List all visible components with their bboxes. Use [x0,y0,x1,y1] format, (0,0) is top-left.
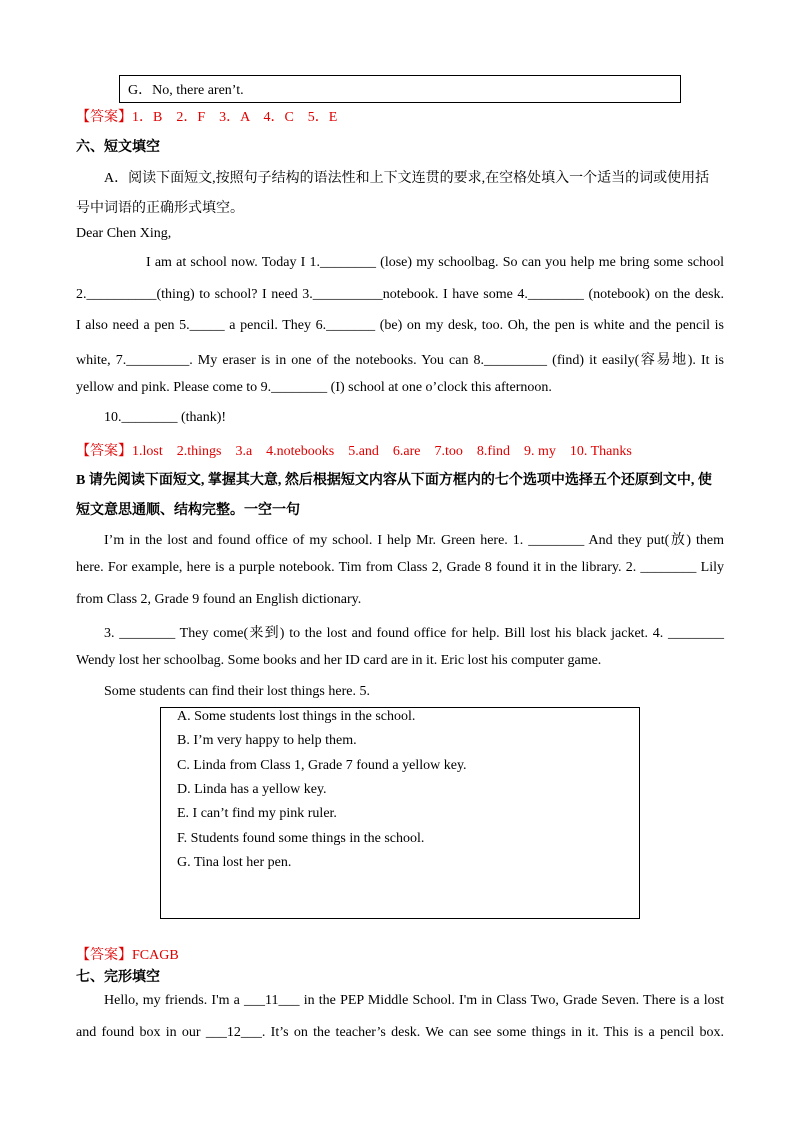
answer-line-1: 【答案】1．B 2．F 3．A 4．C 5．E [76,110,338,125]
option-b: B. I’m very happy to help them. [177,733,357,748]
section-6-heading: 六、短文填空 [76,140,160,155]
cloze-line-1: Hello, my friends. I'm a ___11___ in the PEP Middle School. I'm in Class Two, Grade Seven. There is a lost [104,993,724,1008]
passage-a-line-5: yellow and pink. Please come to 9.________ (I) school at one o’clock this afternoon. [76,380,552,395]
instruction-a-line-1: A．阅读下面短文,按照句子结构的语法性和上下文连贯的要求,在空格处填入一个适当的词或使用括 [104,171,710,186]
instruction-b-line-2: 短文意思通顺、结构完整。一空一句 [76,503,300,518]
passage-b-line-6: Some students can find their lost things here. 5. [104,684,370,699]
letter-greeting: Dear Chen Xing, [76,226,172,241]
instruction-b-line-1: B 请先阅读下面短文, 掌握其大意, 然后根据短文内容从下面方框内的七个选项中选择五个还原到文中, 使 [76,473,712,488]
cloze-line-2: and found box in our ___12___. It’s on the teacher’s desk. We can see some things in it. This is a pencil box. [76,1025,724,1040]
passage-a-line-1: I am at school now. Today I 1.________ (lose) my schoolbag. So can you help me bring some school [146,255,724,270]
answer-line-3: 【答案】FCAGB [76,948,179,963]
answer-line-2: 【答案】1.lost 2.things 3.a 4.notebooks 5.and 6.are 7.too 8.find 9. my 10. Thanks [76,444,632,459]
passage-a-line-3: I also need a pen 5._____ a pencil. They 6._______ (be) on my desk, too. Oh, the pen is white and the pencil is [76,318,724,333]
passage-a-line-4: white, 7._________. My eraser is in one of the notebooks. You can 8._________ (find) it easily(容易地). It is [76,353,724,368]
option-e: E. I can’t find my pink ruler. [177,806,337,821]
option-d: D. Linda has a yellow key. [177,782,327,797]
option-g-text: G．No, there aren’t. [128,83,244,98]
passage-b-line-4: 3. ________ They come(来到) to the lost and found office for help. Bill lost his black jacket. 4. ________ [104,626,724,641]
passage-a-line-2: 2.__________(thing) to school? I need 3.__________notebook. I have some 4.________ (notebook) on the desk. [76,287,724,302]
passage-b-line-3: from Class 2, Grade 9 found an English dictionary. [76,592,362,607]
option-f: F. Students found some things in the school. [177,831,425,846]
option-a: A. Some students lost things in the school. [177,709,416,724]
option-g: G. Tina lost her pen. [177,855,292,870]
passage-b-line-2: here. For example, here is a purple notebook. Tim from Class 2, Grade 8 found it in the library. 2. ________ Lily [76,560,724,575]
passage-b-line-1: I’m in the lost and found office of my school. I help Mr. Green here. 1. ________ And they put(放) them [104,533,724,548]
section-7-heading: 七、完形填空 [76,970,160,985]
option-c: C. Linda from Class 1, Grade 7 found a yellow key. [177,758,467,773]
passage-a-line-6: 10.________ (thank)! [104,410,227,425]
passage-b-line-5: Wendy lost her schoolbag. Some books and her ID card are in it. Eric lost his computer game. [76,653,602,668]
instruction-a-line-2: 号中词语的正确形式填空。 [76,201,244,216]
